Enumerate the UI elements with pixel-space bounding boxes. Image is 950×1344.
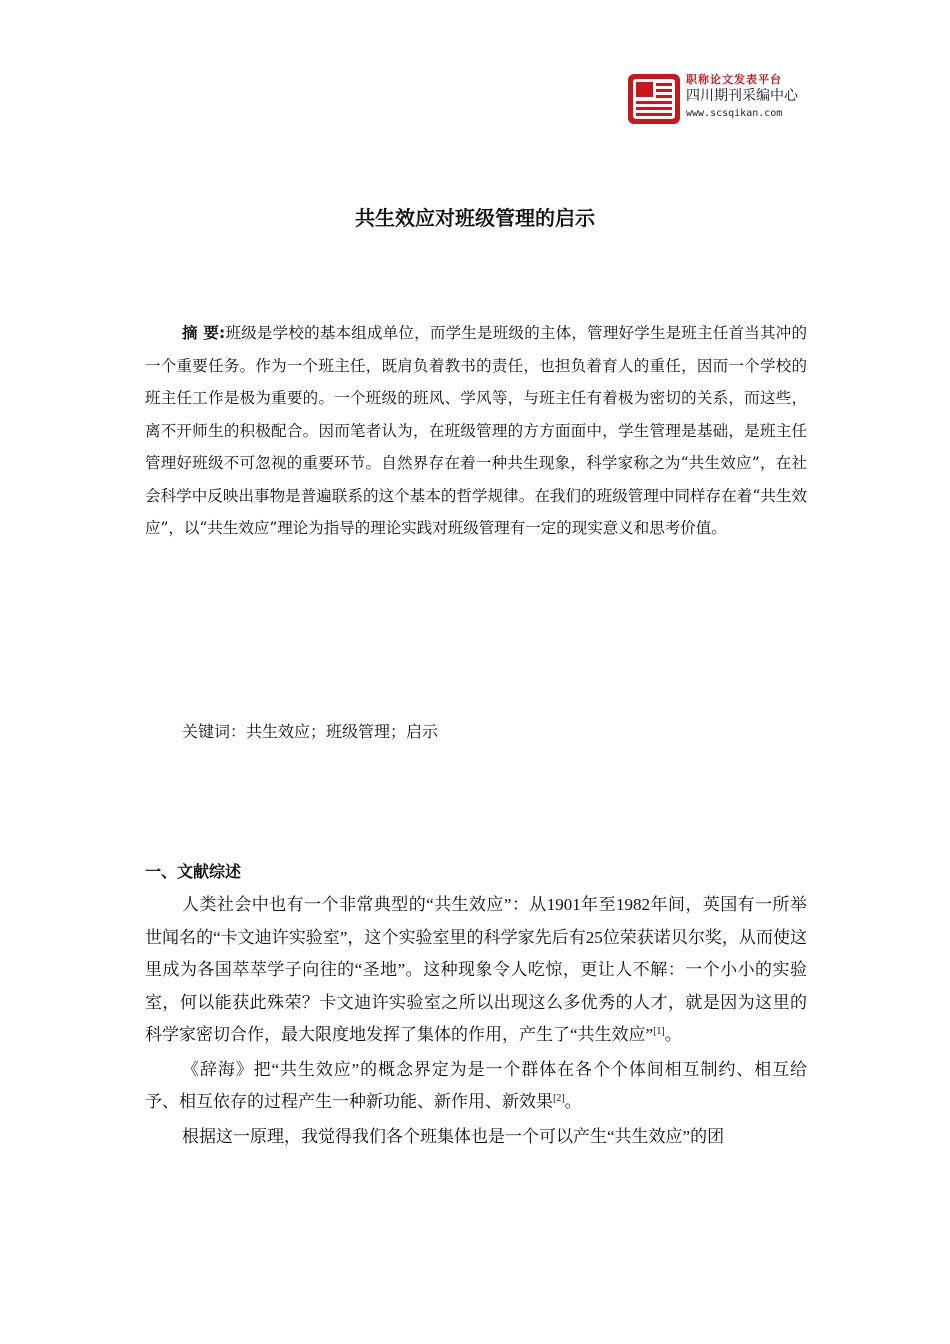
paper-title: 共生效应对班级管理的启示	[355, 206, 595, 230]
logo-tagline: 职称论文发表平台	[686, 73, 782, 86]
body-paragraph	[145, 1054, 807, 1119]
logo-name: 四川期刊采编中心	[686, 88, 798, 104]
citation-ref: [1]	[653, 1026, 665, 1037]
citation-ref: [2]	[553, 1093, 565, 1104]
abstract-label: 摘 要:	[182, 324, 226, 342]
abstract-text: 班级是学校的基本组成单位，而学生是班级的主体，管理好学生是班主任首当其冲的一个重要任务。作为一个班主任，既肩负着教书的责任，也担负着育人的重任，因而一个学校的班主任工作是极为重要的。一个班级的班风、学风等，与班主任有着极为密切的关系，而这些，离不开师生的积极配合。因而笔者认为，在班级管理的方方面面中，学生管理是基础，是班主任管理好班级不可忽视的重要环节。自然界存在着一种共生现象，科学家称之为“共生效应”，在社会科学中反映出事物是普遍联系的这个基本的哲学规律。在我们的班级管理中同样存在着“共生效应”，以“共生效应”理论为指导的理论实践对班级管理有一定的现实意义和思考价值。	[145, 324, 807, 537]
paragraph-tail: 。	[564, 1092, 582, 1111]
paragraph-text: 人类社会中也有一个非常典型的“共生效应”：从1901年至1982年间，英国有一所举世闻名的“卡文迪许实验室”，这个实验室里的科学家先后有25位荣获诺贝尔奖，从而使这里成为各国萃萃学子向往的“圣地”。这种现象令人吃惊，更让人不解：一个小小的实验室，何以能获此殊荣？卡文迪许实验室之所以出现这么多优秀的人才，就是因为这里的科学家密切合作，最大限度地发挥了集体的作用，产生了“共生效应”	[145, 895, 807, 1044]
newspaper-logo-icon	[628, 74, 680, 124]
keywords: 关键词：共生效应；班级管理；启示	[182, 722, 439, 741]
logo-text	[686, 72, 798, 121]
publisher-logo	[628, 72, 828, 128]
paragraph-text: 根据这一原理，我觉得我们各个班集体也是一个可以产生“共生效应”的团	[182, 1126, 725, 1146]
paragraph-tail: 。	[664, 1025, 682, 1044]
paragraph-text: 《辞海》把“共生效应”的概念界定为是一个群体在各个个体间相互制约、相互给予、相互依存的过程产生一种新功能、新作用、新效果	[145, 1059, 807, 1111]
section-heading: 一、文献综述	[145, 862, 242, 881]
body-paragraph	[145, 889, 807, 1052]
body-paragraph	[145, 1121, 807, 1154]
section-body	[145, 889, 807, 1153]
abstract	[145, 317, 807, 545]
logo-url: www.scsqikan.com	[686, 108, 783, 119]
